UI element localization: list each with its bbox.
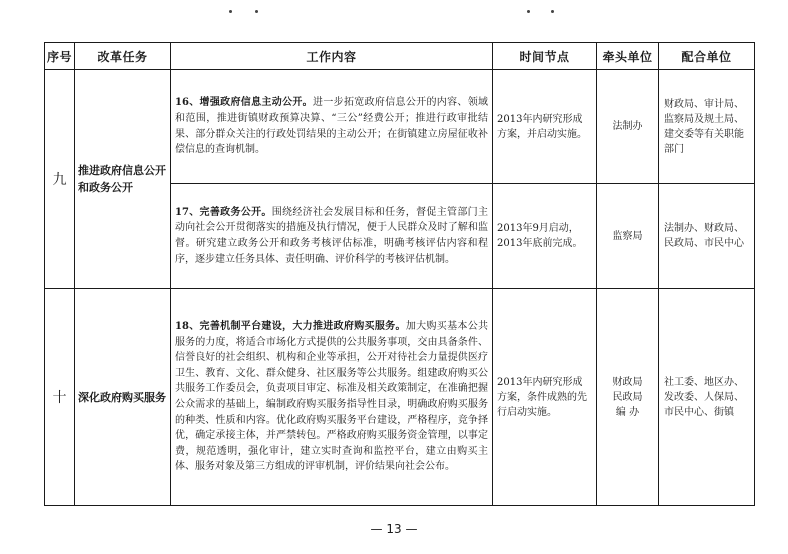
work-content [171,70,493,184]
group-task: 深化政府购买服务 [75,289,171,506]
time-node: 2013年内研究形成方案，并启动实施。 [493,70,597,184]
table-row [45,70,755,184]
work-content [171,289,493,506]
lead-unit: 监察局 [597,184,659,289]
header-seq: 序号 [45,43,75,70]
header-task: 改革任务 [75,43,171,70]
lead-unit: 法制办 [597,70,659,184]
content-body: 加大购买基本公共服务的力度，将适合市场化方式提供的公共服务事项，交由具备条件、信誉良好的社会组织、机构和企业等承担，公开对待社会力量提供医疗卫生、教育、文化、群众健身、社区服务等公共服务。组建政府购买公共服务工作委员会，负责项目审定、标准及相关政策制定，在准确把握公众需求的基础上，编制政府购买服务指导性目录，明确政府购买服务的种类、性质和内容。优化政府购买服务平台建设，严格程序，竞争择优，确定承接主体，并严禁转包。严格政府购买服务资金管理，以事定费，规范透明，强化审计，建立实时查询和监控平台，建立由购买主体、服务对象及第三方组成的评审机制，评价结果向社会公布。 [175,321,489,473]
lead-unit: 财政局 民政局 编 办 [597,289,659,506]
scan-dot [551,10,554,13]
partner-units: 社工委、地区办、发改委、人保局、市民中心、街镇 [659,289,755,506]
header-row [45,43,755,70]
scan-marks [0,10,788,18]
table-row [45,289,755,506]
partner-units: 财政局、审计局、监察局及规土局、建交委等有关职能部门 [659,70,755,184]
group-task: 推进政府信息公开和政务公开 [75,70,171,289]
header-content: 工作内容 [171,43,493,70]
work-content [171,184,493,289]
header-partner: 配合单位 [659,43,755,70]
group-seq: 十 [45,289,75,506]
time-node: 2013年内研究形成方案，条件成熟的先行启动实施。 [493,289,597,506]
content-body: 围绕经济社会发展目标和任务，督促主管部门主动向社会公开贯彻落实的措施及执行情况，便于人民群众及时了解和监督。研究建立政务公开和政务考核评估标准，明确考核评估内容和程序，逐步建立任务具体、责任明确、评价科学的考核评估机制。 [175,206,488,265]
group-seq: 九 [45,70,75,289]
content-lead: 16、增强政府信息主动公开。 [175,97,313,109]
page-number: — 13 — [370,522,418,536]
scan-dot [255,10,258,13]
reform-task-table [44,42,755,506]
content-body: 进一步拓宽政府信息公开的内容、领域和范围，推进街镇财政预算决算、“三公”经费公开；推进行政审批结果、部分群众关注的行政处罚结果的主动公开；在街镇建立房屋征收补偿信息的查询机制。 [175,97,489,156]
scan-dot [527,10,530,13]
scan-dot [229,10,232,13]
header-lead-unit: 牵头单位 [597,43,659,70]
content-lead: 17、完善政务公开。 [175,206,272,218]
partner-units: 法制办、财政局、民政局、市民中心 [659,184,755,289]
header-time: 时间节点 [493,43,597,70]
time-node: 2013年9月启动，2013年底前完成。 [493,184,597,289]
content-lead: 18、完善机制平台建设，大力推进政府购买服务。 [175,321,406,333]
